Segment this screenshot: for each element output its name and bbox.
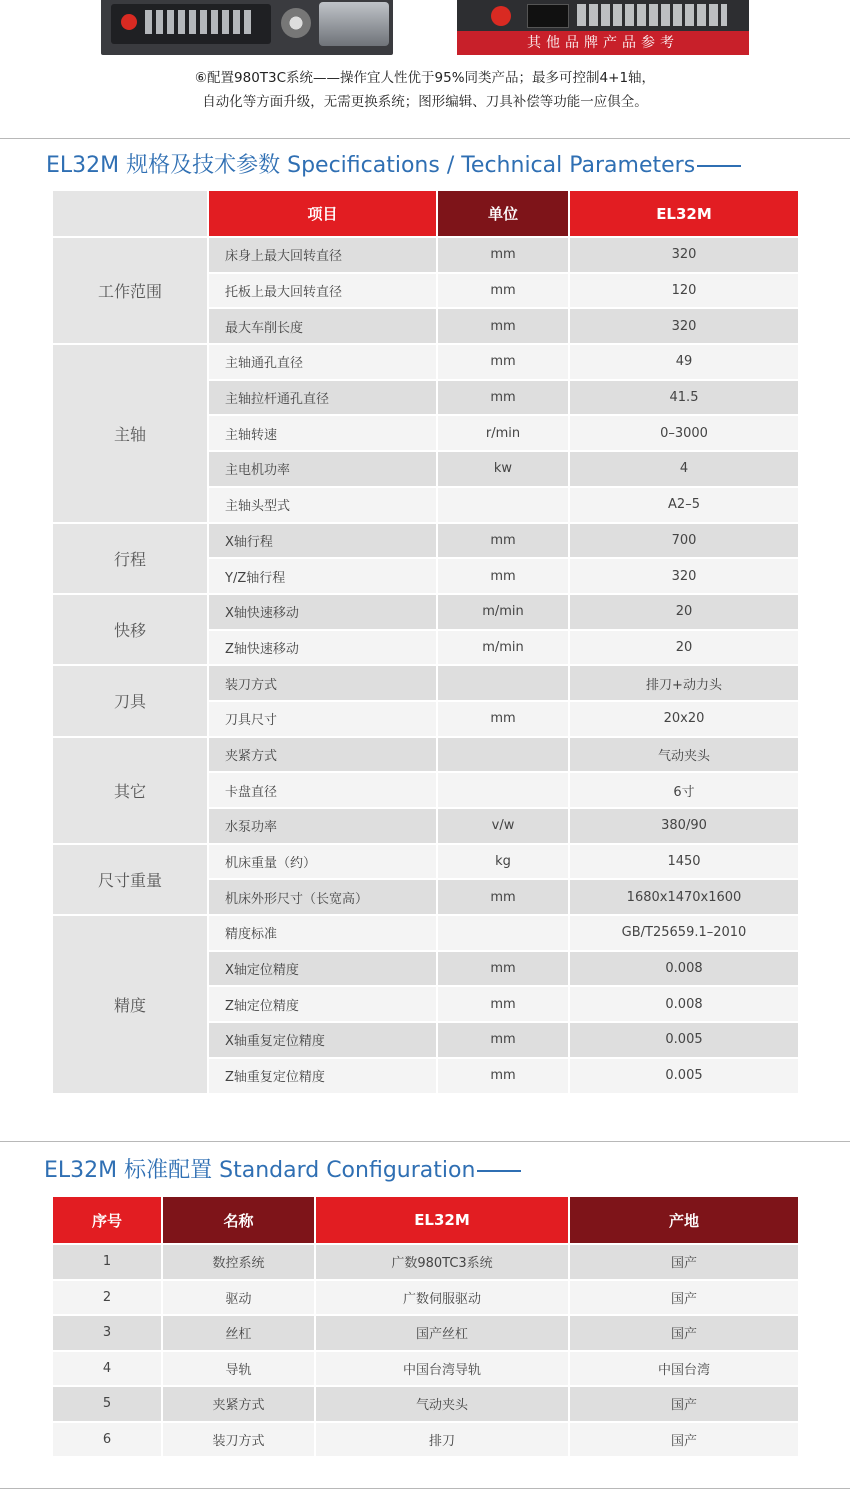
spec-value: 0.005 xyxy=(570,1059,798,1093)
spec-row xyxy=(53,238,798,272)
config-index: 1 xyxy=(53,1245,161,1279)
spec-item: 装刀方式 xyxy=(209,666,436,700)
spec-item: 机床外形尺寸（长宽高） xyxy=(209,880,436,914)
section-divider xyxy=(0,138,850,139)
spec-item: 机床重量（约） xyxy=(209,845,436,879)
specs-header-blank xyxy=(53,191,207,236)
other-brand-caption: 其他品牌产品参考 xyxy=(457,31,749,55)
spec-group-label: 刀具 xyxy=(53,666,207,735)
spec-value: 1450 xyxy=(570,845,798,879)
spec-row xyxy=(53,738,798,772)
spec-unit: mm xyxy=(438,238,568,272)
other-brand-image xyxy=(457,0,749,55)
spec-unit: mm xyxy=(438,381,568,415)
spec-unit xyxy=(438,738,568,772)
spec-item: X轴快速移动 xyxy=(209,595,436,629)
spec-value: 排刀+动力头 xyxy=(570,666,798,700)
section-divider xyxy=(0,1488,850,1489)
spec-item: 刀具尺寸 xyxy=(209,702,436,736)
spec-item: 主轴头型式 xyxy=(209,488,436,522)
spec-item: 夹紧方式 xyxy=(209,738,436,772)
spec-unit xyxy=(438,916,568,950)
config-header-origin: 产地 xyxy=(570,1197,798,1243)
spec-item: 托板上最大回转直径 xyxy=(209,274,436,308)
spec-item: 主轴转速 xyxy=(209,416,436,450)
controller-keys xyxy=(577,4,727,26)
spec-item: 主电机功率 xyxy=(209,452,436,486)
config-row xyxy=(53,1387,798,1421)
spec-value: 0.008 xyxy=(570,987,798,1021)
config-title xyxy=(44,1153,521,1184)
spec-value: 320 xyxy=(570,309,798,343)
spec-value: GB/T25659.1–2010 xyxy=(570,916,798,950)
spec-unit: mm xyxy=(438,952,568,986)
spec-unit: mm xyxy=(438,345,568,379)
spec-value: 380/90 xyxy=(570,809,798,843)
config-origin: 国产 xyxy=(570,1281,798,1315)
config-model: 气动夹头 xyxy=(316,1387,568,1421)
spec-value: 0.008 xyxy=(570,952,798,986)
section-divider xyxy=(0,1141,850,1142)
spec-item: 卡盘直径 xyxy=(209,773,436,807)
spec-item: Y/Z轴行程 xyxy=(209,559,436,593)
spec-unit xyxy=(438,666,568,700)
spec-item: X轴行程 xyxy=(209,524,436,558)
spec-row xyxy=(53,524,798,558)
spec-value: 0–3000 xyxy=(570,416,798,450)
spec-value: A2–5 xyxy=(570,488,798,522)
config-row xyxy=(53,1281,798,1315)
spec-value: 20 xyxy=(570,595,798,629)
spec-item: Z轴定位精度 xyxy=(209,987,436,1021)
spec-unit: mm xyxy=(438,880,568,914)
spec-value: 4 xyxy=(570,452,798,486)
spec-group-label: 精度 xyxy=(53,916,207,1092)
spec-unit: mm xyxy=(438,1023,568,1057)
config-name: 数控系统 xyxy=(163,1245,314,1279)
config-title-text: EL32M 标准配置 Standard Configuration xyxy=(44,1158,476,1183)
note-line-1: ⑥配置980T3C系统——操作宜人性优于95%同类产品；最多可控制4+1轴， xyxy=(194,70,656,86)
spec-item: Z轴重复定位精度 xyxy=(209,1059,436,1093)
specs-title xyxy=(46,148,741,179)
spec-item: 精度标准 xyxy=(209,916,436,950)
servo-motor-image xyxy=(319,2,389,46)
config-header-index: 序号 xyxy=(53,1197,161,1243)
spec-row xyxy=(53,595,798,629)
spec-value: 120 xyxy=(570,274,798,308)
spec-value: 1680x1470x1600 xyxy=(570,880,798,914)
machine-panel-image xyxy=(101,0,393,55)
spec-value: 41.5 xyxy=(570,381,798,415)
spec-item: 水泵功率 xyxy=(209,809,436,843)
spec-unit: mm xyxy=(438,702,568,736)
spec-item: 主轴拉杆通孔直径 xyxy=(209,381,436,415)
controller-screen xyxy=(527,4,569,28)
note-line-2: 自动化等方面升级，无需更换系统；图形编辑、刀具补偿等功能一应俱全。 xyxy=(202,94,648,110)
panel-buttons xyxy=(145,10,255,34)
specs-header-model: EL32M xyxy=(570,191,798,236)
spec-unit: mm xyxy=(438,559,568,593)
config-model: 中国台湾导轨 xyxy=(316,1352,568,1386)
config-row xyxy=(53,1245,798,1279)
config-index: 2 xyxy=(53,1281,161,1315)
spec-unit: r/min xyxy=(438,416,568,450)
specs-header-unit: 单位 xyxy=(438,191,568,236)
spec-value: 49 xyxy=(570,345,798,379)
config-origin: 国产 xyxy=(570,1387,798,1421)
spec-row xyxy=(53,666,798,700)
config-row xyxy=(53,1423,798,1457)
spec-item: X轴重复定位精度 xyxy=(209,1023,436,1057)
config-origin: 国产 xyxy=(570,1316,798,1350)
spec-item: 主轴通孔直径 xyxy=(209,345,436,379)
config-model: 广数伺服驱动 xyxy=(316,1281,568,1315)
spec-unit xyxy=(438,488,568,522)
spec-unit: v/w xyxy=(438,809,568,843)
config-index: 3 xyxy=(53,1316,161,1350)
spec-row xyxy=(53,916,798,950)
config-model: 国产丝杠 xyxy=(316,1316,568,1350)
specs-table-body xyxy=(53,238,798,1093)
config-model: 广数980TC3系统 xyxy=(316,1245,568,1279)
config-table-body xyxy=(53,1245,798,1456)
config-origin: 国产 xyxy=(570,1245,798,1279)
spec-value: 700 xyxy=(570,524,798,558)
spec-value: 20 xyxy=(570,631,798,665)
spec-value: 6寸 xyxy=(570,773,798,807)
spec-item: 床身上最大回转直径 xyxy=(209,238,436,272)
config-header-model: EL32M xyxy=(316,1197,568,1243)
spec-unit: mm xyxy=(438,524,568,558)
spec-group-label: 其它 xyxy=(53,738,207,843)
config-name: 装刀方式 xyxy=(163,1423,314,1457)
specs-title-text: EL32M 规格及技术参数 Specifications / Technical Parameters xyxy=(46,153,696,178)
title-dash xyxy=(477,1170,521,1172)
title-dash xyxy=(697,165,741,167)
config-name: 丝杠 xyxy=(163,1316,314,1350)
config-origin: 中国台湾 xyxy=(570,1352,798,1386)
spec-value: 气动夹头 xyxy=(570,738,798,772)
specs-table xyxy=(51,189,800,1095)
emergency-stop-icon xyxy=(491,6,511,26)
config-index: 4 xyxy=(53,1352,161,1386)
spec-row xyxy=(53,845,798,879)
spindle-knob-icon xyxy=(281,8,311,38)
spec-unit xyxy=(438,773,568,807)
spec-unit: m/min xyxy=(438,631,568,665)
spec-item: 最大车削长度 xyxy=(209,309,436,343)
spec-item: Z轴快速移动 xyxy=(209,631,436,665)
spec-value: 320 xyxy=(570,238,798,272)
spec-value: 0.005 xyxy=(570,1023,798,1057)
spec-group-label: 尺寸重量 xyxy=(53,845,207,914)
spec-unit: kw xyxy=(438,452,568,486)
spec-unit: mm xyxy=(438,309,568,343)
spec-value: 320 xyxy=(570,559,798,593)
config-index: 6 xyxy=(53,1423,161,1457)
config-header-name: 名称 xyxy=(163,1197,314,1243)
spec-group-label: 行程 xyxy=(53,524,207,593)
spec-unit: mm xyxy=(438,987,568,1021)
config-index: 5 xyxy=(53,1387,161,1421)
spec-unit: mm xyxy=(438,1059,568,1093)
spec-group-label: 主轴 xyxy=(53,345,207,521)
config-row xyxy=(53,1352,798,1386)
config-row xyxy=(53,1316,798,1350)
config-name: 驱动 xyxy=(163,1281,314,1315)
emergency-stop-icon xyxy=(121,14,137,30)
config-model: 排刀 xyxy=(316,1423,568,1457)
spec-item: X轴定位精度 xyxy=(209,952,436,986)
spec-row xyxy=(53,345,798,379)
config-name: 导轨 xyxy=(163,1352,314,1386)
spec-group-label: 快移 xyxy=(53,595,207,664)
spec-unit: mm xyxy=(438,274,568,308)
config-table xyxy=(51,1195,800,1458)
spec-unit: kg xyxy=(438,845,568,879)
config-origin: 国产 xyxy=(570,1423,798,1457)
spec-group-label: 工作范围 xyxy=(53,238,207,343)
specs-header-item: 项目 xyxy=(209,191,436,236)
spec-unit: m/min xyxy=(438,595,568,629)
config-name: 夹紧方式 xyxy=(163,1387,314,1421)
spec-value: 20x20 xyxy=(570,702,798,736)
